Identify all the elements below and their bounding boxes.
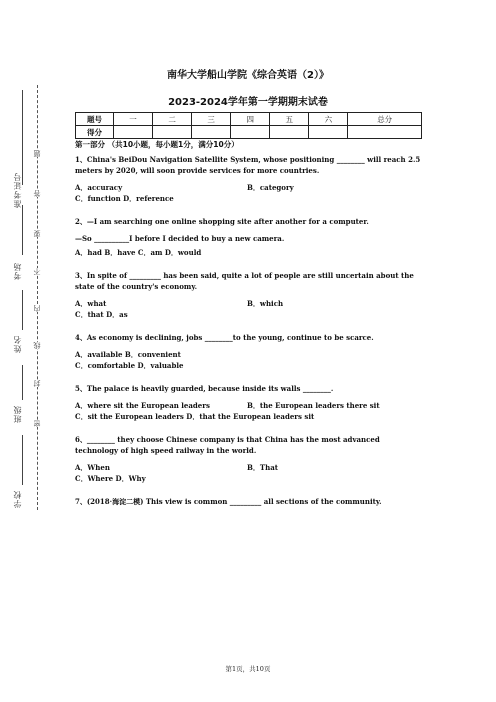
seal-word: 密 bbox=[33, 420, 41, 427]
score-value-row bbox=[76, 126, 422, 139]
score-blank[interactable] bbox=[231, 126, 270, 139]
option-b[interactable]: B．category bbox=[247, 183, 294, 192]
binding-label-class: 班级 bbox=[13, 405, 22, 423]
question-3 bbox=[75, 270, 425, 320]
question-4 bbox=[75, 332, 425, 371]
score-blank[interactable] bbox=[192, 126, 231, 139]
score-cell: 三 bbox=[192, 113, 231, 126]
blank-line bbox=[22, 435, 23, 485]
score-cell: 四 bbox=[231, 113, 270, 126]
option-cd[interactable]: C．function D．reference bbox=[75, 194, 174, 203]
seal-word: 要 bbox=[33, 230, 41, 237]
question-stem: 3、In spite of _________ has been said, quite a lot of people are still uncertain about the state of the country's economy. bbox=[75, 271, 414, 291]
binding-label-exam-number: 准考证号 bbox=[13, 172, 22, 208]
seal-word: 题 bbox=[33, 150, 41, 157]
option-cd[interactable]: C．Where D．Why bbox=[75, 474, 146, 483]
binding-label-room: 考场 bbox=[13, 262, 22, 280]
score-blank[interactable] bbox=[309, 126, 348, 139]
section-heading: 第一部分 （共10小题，每小题1分，满分10分） bbox=[75, 140, 239, 149]
option-cd[interactable]: C．that D．as bbox=[75, 310, 128, 319]
binding-label-school: 学校 bbox=[13, 490, 22, 508]
score-label: 得分 bbox=[76, 126, 114, 139]
option-cd[interactable]: C．comfortable D．valuable bbox=[75, 361, 184, 370]
seal-word: 封 bbox=[33, 380, 41, 387]
question-stem: 1、China's BeiDou Navigation Satellite System, whose positioning ________ will reach 2.5 meters by 2020, will soon provide services for more countries. bbox=[75, 155, 421, 175]
seal-word: 不 bbox=[33, 268, 41, 275]
seal-line bbox=[37, 85, 38, 510]
score-table bbox=[75, 112, 422, 139]
option-a[interactable]: A．accuracy bbox=[75, 183, 123, 192]
exam-title: 南华大学船山学院《综合英语（2）》 bbox=[167, 70, 329, 81]
score-cell: 五 bbox=[270, 113, 309, 126]
question-stem: 7、(2018·海淀二模) This view is common _________ all sections of the community. bbox=[75, 497, 382, 506]
question-7 bbox=[75, 496, 425, 507]
blank-line bbox=[22, 365, 23, 400]
seal-word: 答 bbox=[33, 190, 41, 197]
question-stem: 2、—I am searching one online shopping site after another for a computer. bbox=[75, 217, 369, 226]
question-1 bbox=[75, 154, 425, 204]
option-abcd[interactable]: A．had B．have C．am D．would bbox=[75, 248, 202, 257]
score-blank[interactable] bbox=[114, 126, 153, 139]
score-blank[interactable] bbox=[153, 126, 192, 139]
option-a[interactable]: A．what bbox=[75, 299, 107, 308]
score-cell: 六 bbox=[309, 113, 348, 126]
question-list bbox=[75, 139, 425, 507]
page-footer: 第1页，共10页 bbox=[225, 665, 271, 673]
binding-label-name: 姓名 bbox=[13, 335, 22, 353]
option-b[interactable]: B．That bbox=[247, 463, 278, 472]
option-b[interactable]: B．which bbox=[247, 299, 284, 308]
question-stem: 6、________ they choose Chinese company is that China has the most advanced technology of high speed railway in the world. bbox=[75, 435, 380, 455]
question-stem: 4、As economy is declining, jobs ________to the young, continue to be scarce. bbox=[75, 333, 374, 342]
question-5 bbox=[75, 383, 425, 422]
option-ab[interactable]: A．available B．convenient bbox=[75, 350, 181, 359]
score-cell: 总分 bbox=[348, 113, 422, 126]
question-stem-2: —So __________I before I decided to buy a new camera. bbox=[75, 234, 285, 243]
score-blank[interactable] bbox=[348, 126, 422, 139]
score-cell: 一 bbox=[114, 113, 153, 126]
score-blank[interactable] bbox=[270, 126, 309, 139]
score-cell: 题号 bbox=[76, 113, 114, 126]
seal-word: 内 bbox=[33, 305, 41, 312]
score-cell: 二 bbox=[153, 113, 192, 126]
option-a[interactable]: A．When bbox=[75, 463, 110, 472]
exam-subtitle: 2023-2024学年第一学期期末试卷 bbox=[168, 97, 328, 108]
option-b[interactable]: B．the European leaders there sit bbox=[247, 401, 380, 410]
option-a[interactable]: A．where sit the European leaders bbox=[75, 401, 210, 410]
question-6 bbox=[75, 434, 425, 484]
seal-word: 线 bbox=[33, 342, 41, 349]
question-stem: 5、The palace is heavily guarded, because inside its walls ________. bbox=[75, 384, 334, 393]
score-header-row bbox=[76, 113, 422, 126]
blank-line bbox=[22, 205, 23, 255]
question-2 bbox=[75, 216, 425, 258]
blank-line bbox=[22, 290, 23, 330]
option-cd[interactable]: C．sit the European leaders D．that the European leaders sit bbox=[75, 412, 315, 421]
